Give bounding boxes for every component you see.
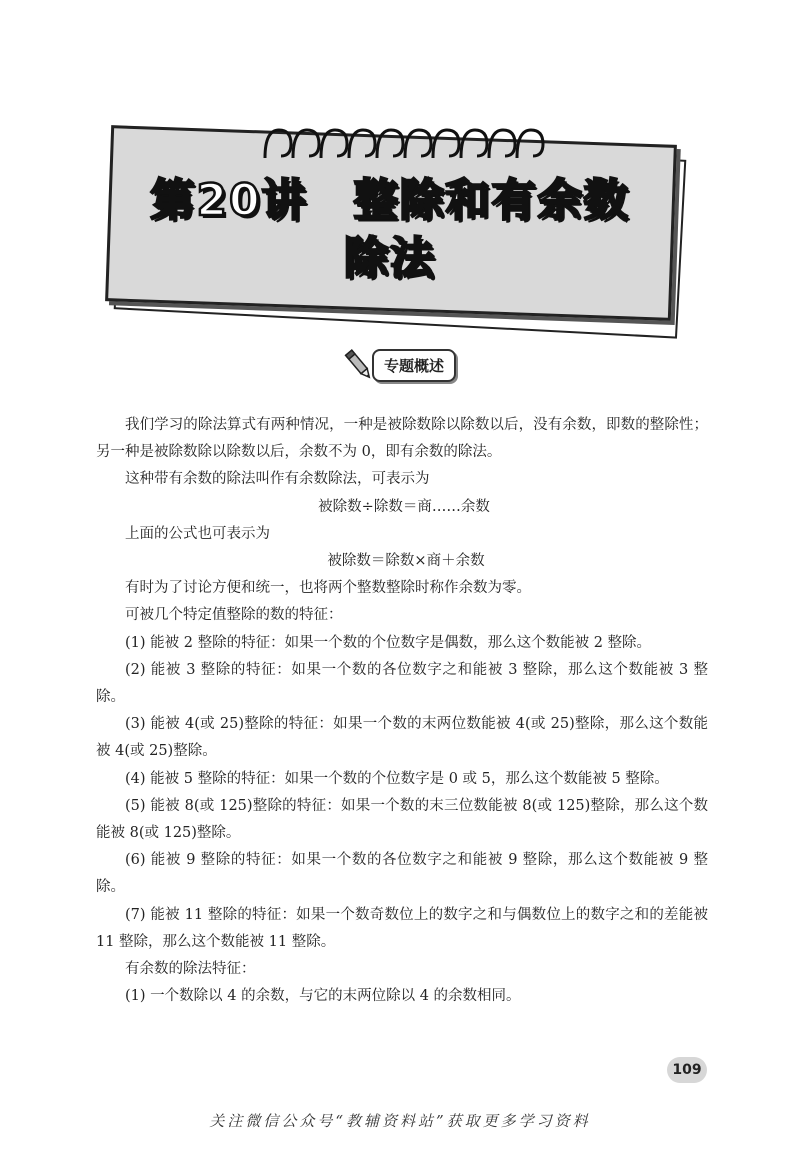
formula-division: 被除数÷除数＝商……余数 (318, 498, 490, 515)
overview-content (96, 412, 708, 1010)
chapter-title-line-1: 第20讲 整除和有余数 (150, 175, 630, 226)
rule-divisible-by-8-125: (5) 能被 8(或 125)整除的特征：如果一个数的末三位数能被 8(或 125)整除，那么这个数能被 8(或 125)整除。 (96, 797, 708, 842)
chapter-title-line-2: 除法 (344, 233, 436, 284)
paragraph-remainder-heading: 有余数的除法特征： (125, 961, 256, 978)
rule-divisible-by-4-25: (3) 能被 4(或 25)整除的特征：如果一个数的末两位数能被 4(或 25)整除，那么这个数能被 4(或 25)整除。 (96, 716, 708, 760)
paragraph-intro: 我们学习的除法算式有两种情况，一种是被除数除以除数以后，没有余数，即数的整除性；另一种是被除数除以除数以后，余数不为 0，即有余数的除法。 (96, 417, 708, 461)
rule-divisible-by-2: (1) 能被 2 整除的特征：如果一个数的个位数字是偶数，那么这个数能被 2 整除。 (125, 634, 652, 651)
pencil-icon (344, 347, 374, 383)
paragraph-remainder-division: 这种带有余数的除法叫作有余数除法，可表示为 (125, 471, 430, 488)
rule-divisible-by-5: (4) 能被 5 整除的特征：如果一个数的个位数字是 0 或 5，那么这个数能被 5 整除。 (125, 770, 669, 787)
page-number: 109 (667, 1057, 707, 1083)
formula-dividend: 被除数＝除数×商＋余数 (327, 553, 485, 570)
chapter-title (110, 172, 670, 288)
paragraph-formula-alt: 上面的公式也可表示为 (125, 525, 270, 542)
section-label-text: 专题概述 (372, 349, 456, 382)
rule-remainder-by-4: (1) 一个数除以 4 的余数，与它的末两位除以 4 的余数相同。 (125, 988, 521, 1005)
rule-divisible-by-3: (2) 能被 3 整除的特征：如果一个数的各位数字之和能被 3 整除，那么这个数能被 3 整除。 (96, 661, 708, 706)
binder-rings-icon (255, 118, 545, 178)
paragraph-zero-remainder: 有时为了讨论方便和统一，也将两个整数整除时称作余数为零。 (125, 580, 531, 597)
paragraph-divisibility-heading: 可被几个特定值整除的数的特征： (125, 607, 343, 624)
section-label (344, 347, 456, 383)
footer-note: 关注微信公众号“教辅资料站”获取更多学习资料 (209, 1112, 591, 1130)
rule-divisible-by-9: (6) 能被 9 整除的特征：如果一个数的各位数字之和能被 9 整除，那么这个数能被 9 整除。 (96, 852, 708, 896)
rule-divisible-by-11: (7) 能被 11 整除的特征：如果一个数奇数位上的数字之和与偶数位上的数字之和的差能被 11 整除，那么这个数能被 11 整除。 (96, 906, 708, 950)
